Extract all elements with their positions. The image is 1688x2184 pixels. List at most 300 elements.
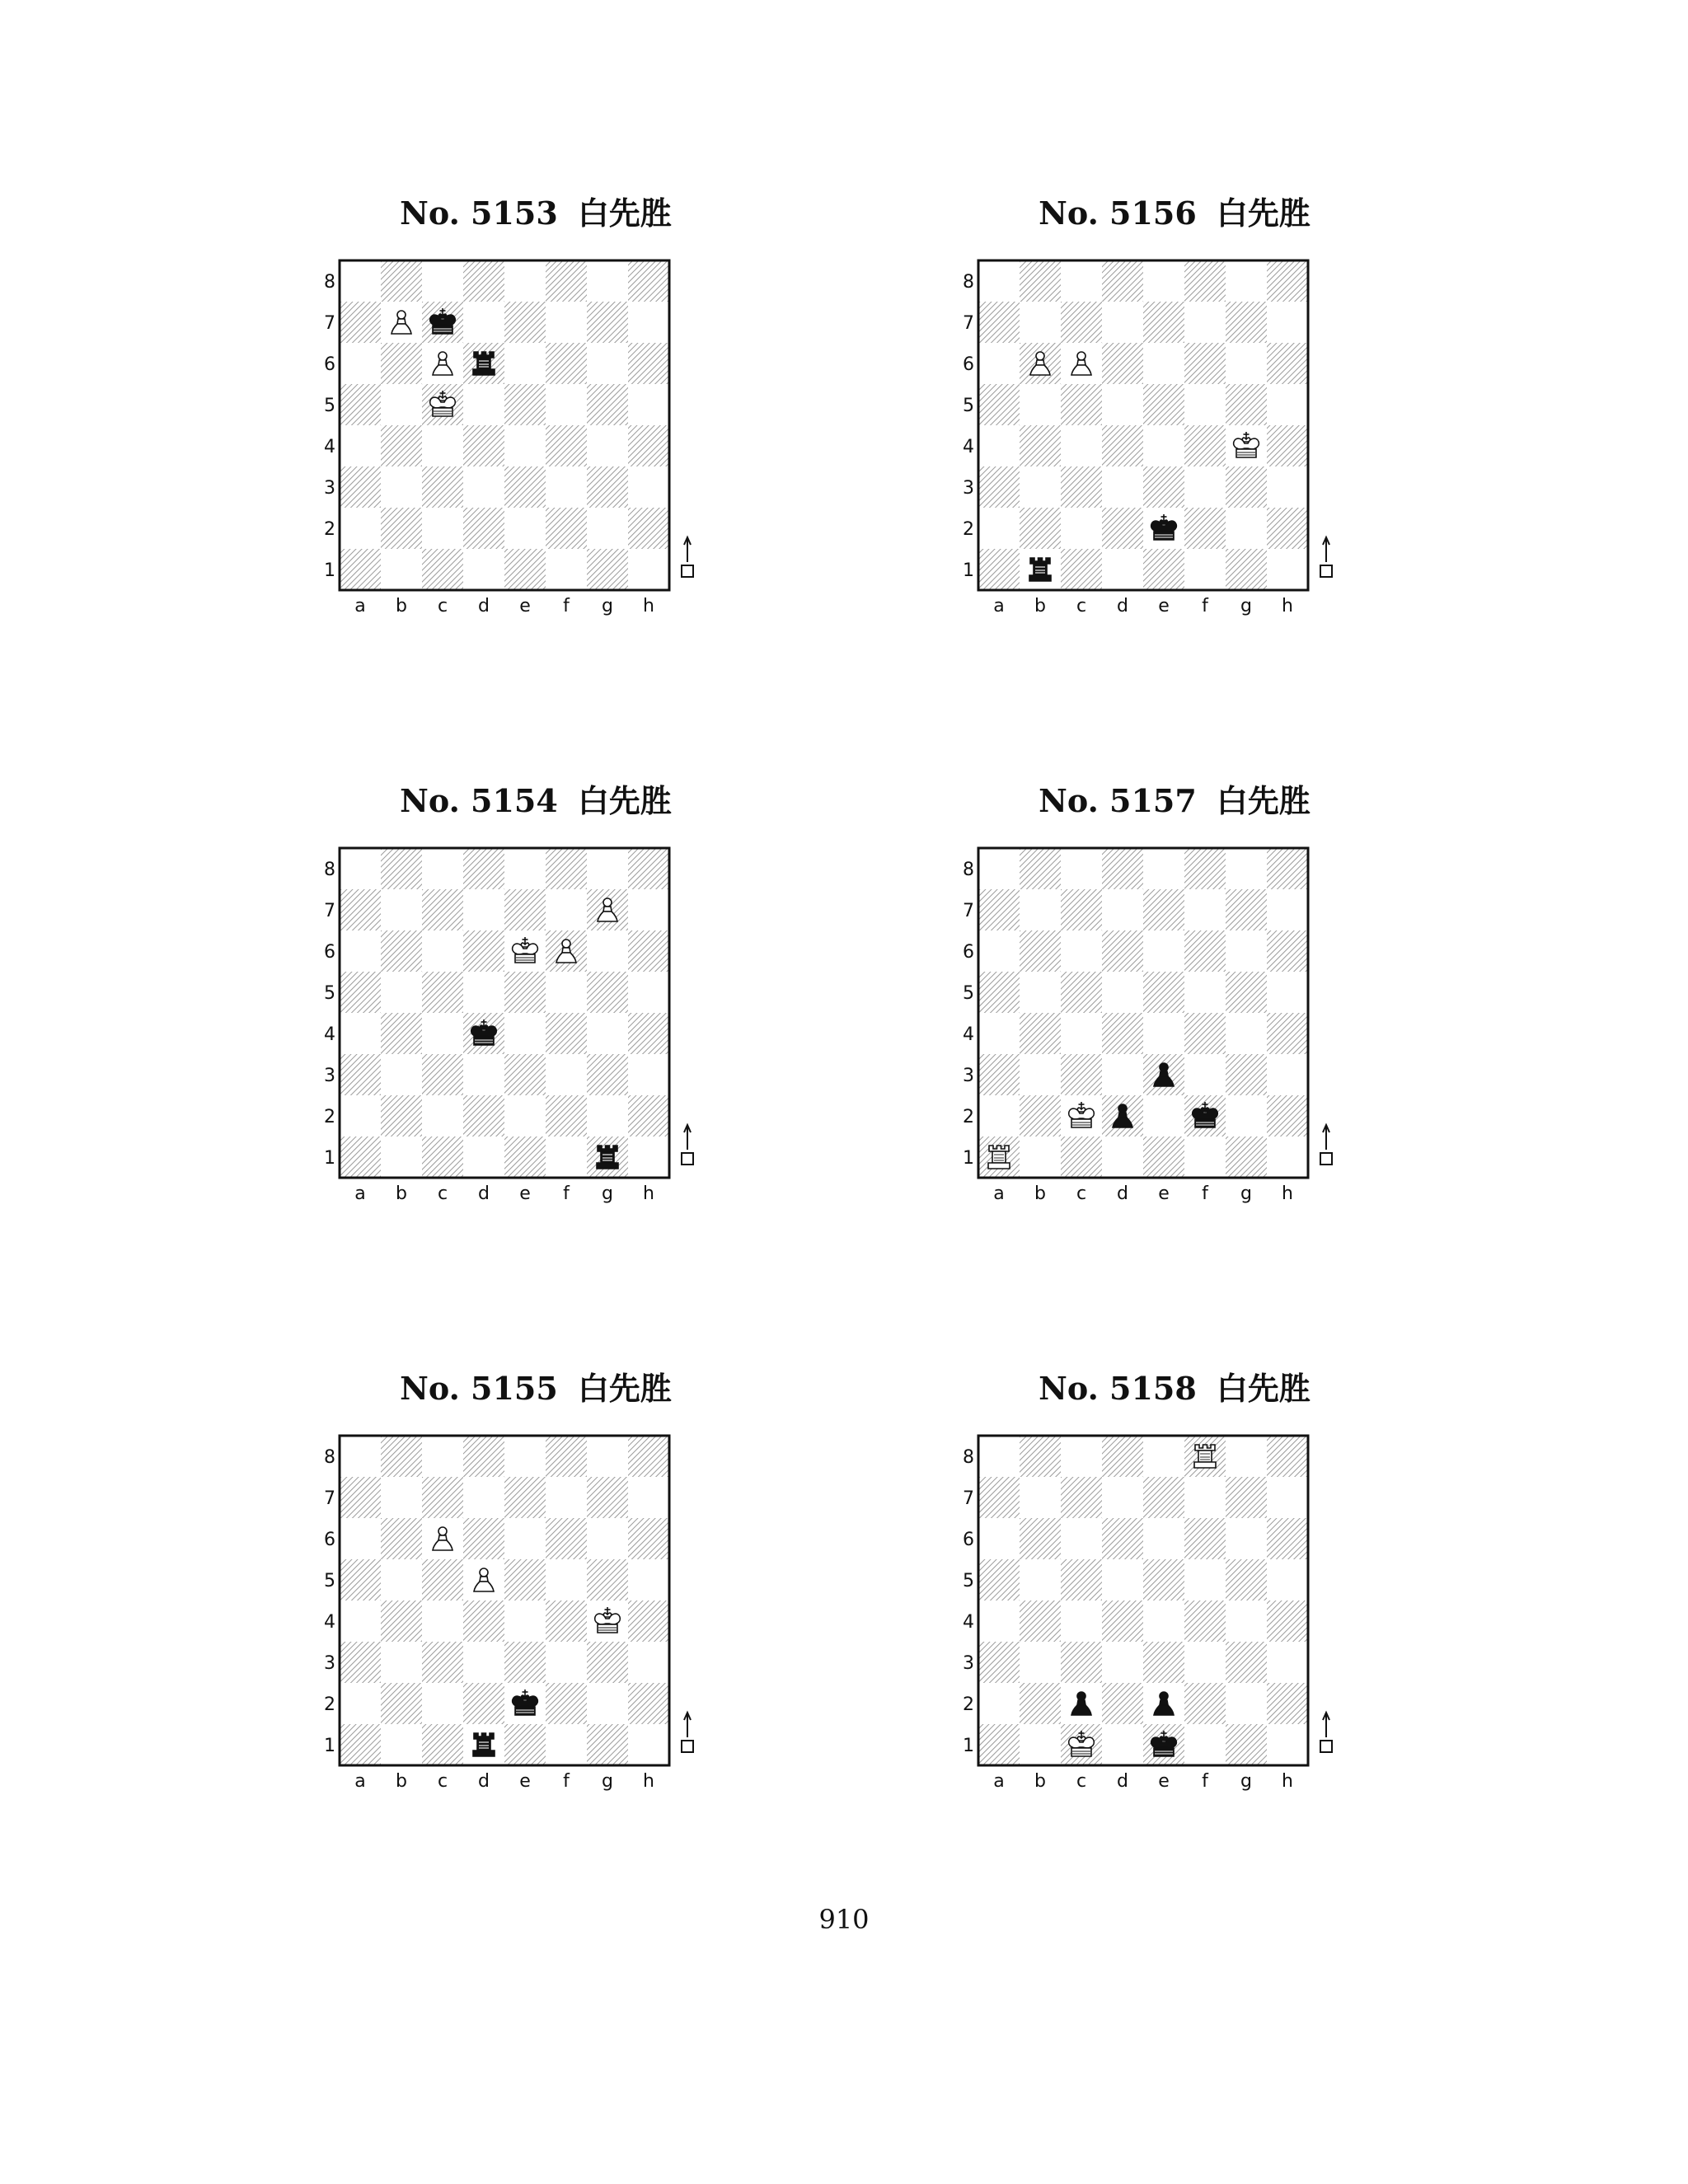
rank-label: 2 [324, 1107, 335, 1127]
square-b5 [1020, 972, 1061, 1013]
square-g3 [587, 1054, 628, 1095]
square-e4 [1143, 425, 1184, 466]
square-h4 [628, 1601, 669, 1642]
square-a6 [340, 1518, 381, 1559]
square-b2 [381, 508, 422, 549]
square-e5 [1143, 972, 1184, 1013]
square-g5 [1226, 1559, 1267, 1601]
square-e3 [504, 466, 546, 508]
square-a6 [340, 343, 381, 384]
rank-label: 4 [963, 437, 974, 457]
square-b2 [1020, 1683, 1061, 1724]
square-h2 [1267, 1095, 1308, 1137]
rank-label: 8 [963, 272, 974, 293]
square-c8 [1061, 260, 1102, 302]
square-a5 [978, 384, 1020, 425]
square-f2 [546, 508, 587, 549]
square-c8 [1061, 1436, 1102, 1477]
square-c2 [1061, 508, 1102, 549]
square-e1 [1143, 549, 1184, 590]
square-e5 [504, 384, 546, 425]
problem-number: No. 5156 [1039, 194, 1197, 232]
square-c1 [422, 1724, 463, 1765]
file-label: e [519, 1183, 531, 1204]
rank-label: 8 [324, 1447, 335, 1468]
square-a7 [340, 1477, 381, 1518]
square-c6 [1061, 930, 1102, 972]
rank-label: 3 [324, 1653, 335, 1674]
square-b8 [1020, 848, 1061, 889]
square-h8 [628, 260, 669, 302]
square-g7 [1226, 1477, 1267, 1518]
square-c4 [422, 1013, 463, 1054]
square-a1 [978, 549, 1020, 590]
square-g8 [1226, 848, 1267, 889]
rank-label: 1 [963, 1148, 974, 1169]
square-b4 [381, 1601, 422, 1642]
square-g6 [1226, 1518, 1267, 1559]
square-f5 [1184, 384, 1226, 425]
square-f3 [546, 1642, 587, 1683]
file-label: a [993, 1771, 1005, 1792]
rank-label: 6 [324, 1530, 335, 1550]
square-h7 [1267, 889, 1308, 930]
problem-5155 [305, 1370, 767, 1835]
problem-title [305, 1370, 767, 1407]
square-d3 [1102, 1054, 1143, 1095]
problem-5157 [944, 782, 1405, 1247]
rank-label: 6 [963, 354, 974, 375]
chess-board [305, 244, 734, 631]
rank-label: 8 [324, 272, 335, 293]
square-g1 [587, 1724, 628, 1765]
square-h5 [628, 1559, 669, 1601]
square-h4 [1267, 1013, 1308, 1054]
square-d7 [1102, 1477, 1143, 1518]
square-c5 [1061, 1559, 1102, 1601]
square-b8 [381, 848, 422, 889]
problem-5154 [305, 782, 767, 1247]
square-d5 [1102, 384, 1143, 425]
square-a4 [978, 1013, 1020, 1054]
rank-label: 4 [324, 1612, 335, 1633]
square-h1 [1267, 1137, 1308, 1178]
square-g3 [587, 1642, 628, 1683]
square-b3 [1020, 1642, 1061, 1683]
square-d4 [463, 425, 504, 466]
square-e7 [504, 889, 546, 930]
rank-label: 2 [324, 519, 335, 540]
rank-label: 3 [324, 478, 335, 499]
square-c7 [1061, 1477, 1102, 1518]
rank-label: 5 [963, 983, 974, 1004]
problem-condition: 白先胜 [1216, 195, 1311, 232]
file-label: b [1034, 596, 1046, 616]
rank-label: 8 [963, 1447, 974, 1468]
square-e2 [1143, 1095, 1184, 1137]
square-e8 [504, 1436, 546, 1477]
square-e5 [504, 1559, 546, 1601]
square-c8 [422, 848, 463, 889]
square-b5 [381, 972, 422, 1013]
square-a4 [340, 1013, 381, 1054]
square-h1 [1267, 549, 1308, 590]
white-to-move-icon [682, 1125, 693, 1165]
rank-label: 1 [324, 1148, 335, 1169]
square-g8 [587, 260, 628, 302]
square-e3 [504, 1642, 546, 1683]
square-a6 [340, 930, 381, 972]
square-f4 [546, 425, 587, 466]
square-c3 [422, 466, 463, 508]
square-b7 [1020, 889, 1061, 930]
rank-label: 5 [324, 1571, 335, 1591]
square-e6 [504, 1518, 546, 1559]
square-b3 [1020, 466, 1061, 508]
square-c5 [422, 1559, 463, 1601]
square-h6 [1267, 343, 1308, 384]
square-e2 [504, 1095, 546, 1137]
square-e3 [1143, 466, 1184, 508]
square-h4 [1267, 1601, 1308, 1642]
rank-label: 5 [963, 1571, 974, 1591]
square-f3 [1184, 466, 1226, 508]
square-f1 [1184, 1137, 1226, 1178]
square-a5 [340, 1559, 381, 1601]
square-f4 [546, 1013, 587, 1054]
square-h3 [628, 466, 669, 508]
chess-board [305, 832, 734, 1219]
square-d3 [463, 466, 504, 508]
square-e4 [504, 1601, 546, 1642]
square-b1 [381, 1724, 422, 1765]
file-label: f [563, 1771, 570, 1792]
square-c4 [1061, 1601, 1102, 1642]
file-label: f [1202, 1771, 1208, 1792]
square-a8 [978, 1436, 1020, 1477]
square-b8 [1020, 1436, 1061, 1477]
square-f2 [1184, 1683, 1226, 1724]
square-a3 [340, 466, 381, 508]
square-g1 [1226, 1137, 1267, 1178]
square-c3 [422, 1642, 463, 1683]
square-f6 [1184, 1518, 1226, 1559]
square-g5 [1226, 384, 1267, 425]
file-label: h [643, 596, 654, 616]
square-g8 [587, 1436, 628, 1477]
square-a4 [340, 425, 381, 466]
square-b2 [1020, 1095, 1061, 1137]
square-b4 [1020, 425, 1061, 466]
square-b7 [1020, 1477, 1061, 1518]
square-c8 [422, 1436, 463, 1477]
square-c3 [1061, 466, 1102, 508]
square-f5 [1184, 972, 1226, 1013]
square-b4 [381, 425, 422, 466]
square-c2 [422, 508, 463, 549]
square-f1 [546, 549, 587, 590]
square-g3 [1226, 1642, 1267, 1683]
square-a6 [978, 1518, 1020, 1559]
square-h1 [628, 1137, 669, 1178]
square-b8 [381, 1436, 422, 1477]
square-d3 [463, 1642, 504, 1683]
square-c4 [1061, 1013, 1102, 1054]
square-g2 [1226, 1095, 1267, 1137]
square-c4 [1061, 425, 1102, 466]
square-h8 [1267, 260, 1308, 302]
file-label: e [1158, 1183, 1170, 1204]
file-label: d [478, 596, 490, 616]
square-b4 [1020, 1601, 1061, 1642]
file-label: g [1240, 596, 1252, 616]
file-label: h [643, 1771, 654, 1792]
square-e3 [1143, 1642, 1184, 1683]
problem-title [944, 782, 1405, 819]
square-e6 [504, 343, 546, 384]
square-a6 [978, 930, 1020, 972]
square-c7 [422, 1477, 463, 1518]
square-b1 [1020, 1724, 1061, 1765]
square-e8 [504, 848, 546, 889]
square-d6 [1102, 1518, 1143, 1559]
square-c8 [422, 260, 463, 302]
square-a3 [340, 1054, 381, 1095]
chess-board [305, 1419, 734, 1807]
rank-label: 1 [963, 560, 974, 581]
square-h8 [628, 1436, 669, 1477]
square-d4 [1102, 1013, 1143, 1054]
square-a8 [340, 260, 381, 302]
square-h5 [1267, 384, 1308, 425]
square-h4 [628, 425, 669, 466]
square-h3 [1267, 1642, 1308, 1683]
square-e4 [1143, 1601, 1184, 1642]
square-d4 [463, 1601, 504, 1642]
square-h2 [1267, 1683, 1308, 1724]
white-to-move-icon [682, 1713, 693, 1752]
problem-title [305, 194, 767, 232]
square-g6 [1226, 930, 1267, 972]
square-c1 [422, 1137, 463, 1178]
square-b8 [1020, 260, 1061, 302]
square-b6 [381, 930, 422, 972]
square-h4 [628, 1013, 669, 1054]
file-label: a [993, 1183, 1005, 1204]
file-label: c [437, 1183, 448, 1204]
square-c5 [422, 972, 463, 1013]
square-f1 [546, 1724, 587, 1765]
rank-label: 6 [963, 942, 974, 963]
square-a3 [978, 466, 1020, 508]
square-f3 [1184, 1642, 1226, 1683]
file-label: g [1240, 1771, 1252, 1792]
square-e5 [1143, 1559, 1184, 1601]
square-f4 [546, 1601, 587, 1642]
problem-condition: 白先胜 [1216, 783, 1311, 819]
square-a5 [340, 972, 381, 1013]
file-label: e [519, 596, 531, 616]
white-to-move-icon [1320, 1125, 1332, 1165]
square-h8 [628, 848, 669, 889]
square-f8 [1184, 848, 1226, 889]
square-e4 [504, 1013, 546, 1054]
square-d7 [463, 889, 504, 930]
problem-number: No. 5157 [1039, 782, 1197, 819]
square-d7 [1102, 889, 1143, 930]
problem-number: No. 5153 [400, 194, 558, 232]
square-c5 [1061, 384, 1102, 425]
square-c4 [422, 425, 463, 466]
square-g3 [1226, 466, 1267, 508]
file-label: d [1117, 1183, 1128, 1204]
square-f1 [546, 1137, 587, 1178]
square-b6 [1020, 1518, 1061, 1559]
square-g4 [1226, 1601, 1267, 1642]
square-b8 [381, 260, 422, 302]
square-b3 [381, 466, 422, 508]
problem-condition: 白先胜 [577, 195, 672, 232]
file-label: d [478, 1771, 490, 1792]
rank-label: 7 [963, 313, 974, 334]
rank-label: 8 [324, 860, 335, 880]
square-c4 [422, 1601, 463, 1642]
problem-title [305, 782, 767, 819]
square-g4 [1226, 1013, 1267, 1054]
square-b1 [1020, 1137, 1061, 1178]
file-label: f [563, 596, 570, 616]
square-d2 [463, 508, 504, 549]
file-label: h [1282, 596, 1293, 616]
rank-label: 2 [324, 1694, 335, 1715]
square-b7 [1020, 302, 1061, 343]
square-a8 [340, 1436, 381, 1477]
square-g2 [587, 1095, 628, 1137]
rank-label: 7 [963, 901, 974, 921]
rank-label: 5 [324, 396, 335, 416]
rank-label: 6 [324, 354, 335, 375]
square-a4 [978, 1601, 1020, 1642]
square-g4 [587, 1013, 628, 1054]
square-g8 [1226, 260, 1267, 302]
square-g5 [587, 384, 628, 425]
square-b6 [381, 1518, 422, 1559]
square-e1 [1143, 1137, 1184, 1178]
square-d1 [1102, 1137, 1143, 1178]
square-g2 [1226, 508, 1267, 549]
square-h7 [628, 302, 669, 343]
problem-5156 [944, 194, 1405, 659]
square-c3 [422, 1054, 463, 1095]
square-h3 [1267, 466, 1308, 508]
square-f7 [546, 1477, 587, 1518]
square-e1 [504, 549, 546, 590]
square-h4 [1267, 425, 1308, 466]
square-g8 [587, 848, 628, 889]
file-label: a [354, 1183, 366, 1204]
square-a2 [978, 1095, 1020, 1137]
rank-label: 4 [324, 437, 335, 457]
square-f7 [546, 889, 587, 930]
square-e7 [1143, 1477, 1184, 1518]
rank-label: 3 [324, 1066, 335, 1086]
square-c3 [1061, 1054, 1102, 1095]
square-f2 [546, 1095, 587, 1137]
square-d6 [463, 930, 504, 972]
square-g1 [1226, 1724, 1267, 1765]
square-b5 [381, 384, 422, 425]
square-c2 [422, 1095, 463, 1137]
square-g8 [1226, 1436, 1267, 1477]
square-e3 [504, 1054, 546, 1095]
rank-label: 7 [324, 313, 335, 334]
square-d2 [1102, 1683, 1143, 1724]
square-c1 [1061, 1137, 1102, 1178]
problem-number: No. 5154 [400, 782, 558, 819]
square-d8 [1102, 260, 1143, 302]
square-a8 [978, 848, 1020, 889]
square-e8 [1143, 1436, 1184, 1477]
rank-label: 4 [324, 1024, 335, 1045]
square-d2 [463, 1683, 504, 1724]
square-a7 [978, 889, 1020, 930]
square-b1 [381, 1137, 422, 1178]
square-a5 [978, 972, 1020, 1013]
square-f8 [546, 848, 587, 889]
square-a1 [340, 1137, 381, 1178]
rank-label: 5 [324, 983, 335, 1004]
square-d8 [463, 260, 504, 302]
square-c1 [1061, 549, 1102, 590]
square-c1 [422, 549, 463, 590]
square-a2 [978, 508, 1020, 549]
square-f8 [1184, 260, 1226, 302]
square-e7 [504, 1477, 546, 1518]
square-f7 [1184, 889, 1226, 930]
square-d7 [463, 302, 504, 343]
square-e2 [504, 508, 546, 549]
page-number: 910 [818, 1904, 870, 1935]
square-e6 [1143, 1518, 1184, 1559]
square-d7 [463, 1477, 504, 1518]
square-a3 [978, 1642, 1020, 1683]
square-a2 [340, 1683, 381, 1724]
square-b6 [381, 343, 422, 384]
square-f3 [1184, 1054, 1226, 1095]
rank-label: 1 [963, 1736, 974, 1756]
square-a3 [340, 1642, 381, 1683]
square-h2 [628, 1095, 669, 1137]
square-e5 [1143, 384, 1184, 425]
square-e8 [1143, 848, 1184, 889]
square-h5 [1267, 1559, 1308, 1601]
square-h6 [1267, 930, 1308, 972]
square-g1 [587, 549, 628, 590]
square-h7 [628, 889, 669, 930]
square-e5 [504, 972, 546, 1013]
square-c7 [422, 889, 463, 930]
square-h2 [1267, 508, 1308, 549]
square-b7 [381, 889, 422, 930]
rank-label: 1 [324, 560, 335, 581]
file-label: a [354, 596, 366, 616]
square-a7 [340, 302, 381, 343]
file-label: h [1282, 1771, 1293, 1792]
square-a5 [978, 1559, 1020, 1601]
square-d3 [463, 1054, 504, 1095]
square-h6 [1267, 1518, 1308, 1559]
square-h8 [1267, 848, 1308, 889]
